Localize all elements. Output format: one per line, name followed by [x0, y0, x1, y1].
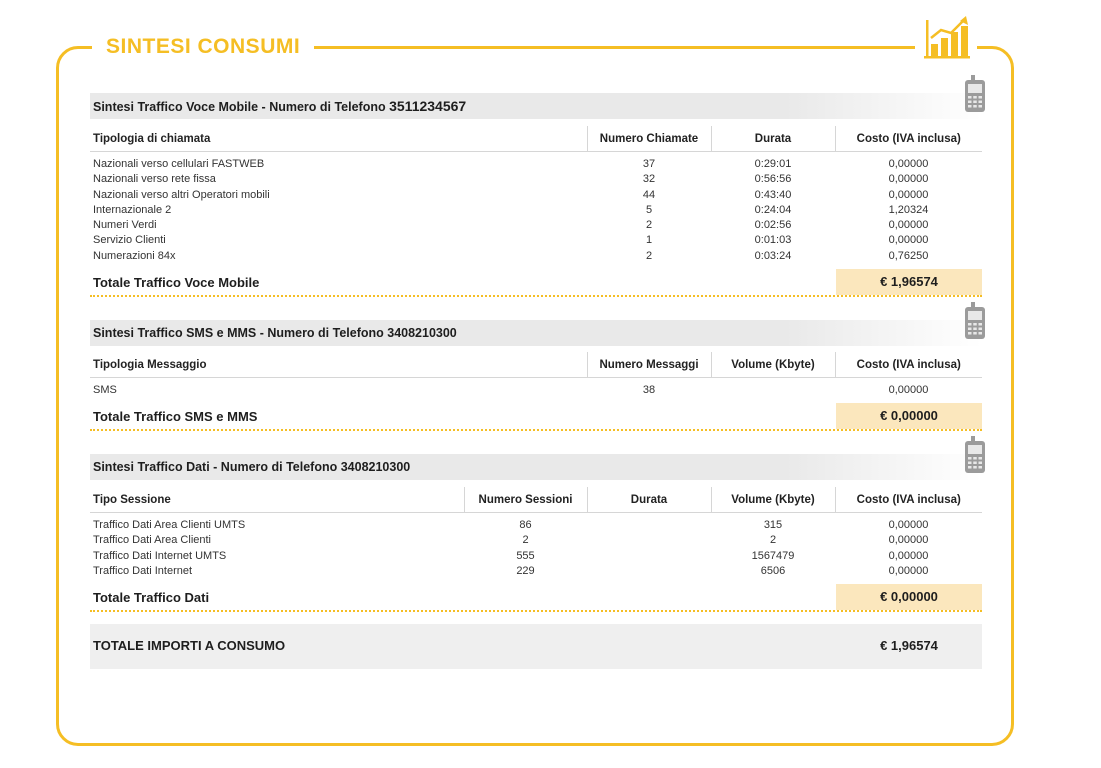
table-cell: 2: [769, 534, 777, 547]
table-cell: SMS: [93, 384, 117, 396]
table-row: [90, 513, 982, 534]
table-cell: Numeri Verdi: [93, 219, 157, 232]
table-cell: 0,00000: [888, 234, 929, 247]
data-section-title: Sintesi Traffico Dati - Numero di Telefono 3408210300: [90, 454, 982, 480]
table-row: [90, 203, 982, 218]
table-cell: 0,76250: [888, 249, 929, 262]
data-table: [90, 487, 982, 579]
table-cell: 5: [645, 203, 653, 216]
grand-total-label: TOTALE IMPORTI A CONSUMO: [93, 638, 286, 653]
column-header: Tipologia di chiamata: [90, 126, 587, 152]
table-cell: 0:24:04: [754, 203, 792, 216]
chart-growth-icon: [922, 14, 972, 60]
table-cell: 0:02:56: [754, 219, 792, 232]
table-cell: [587, 549, 711, 564]
data-total-row: [90, 584, 982, 612]
column-header: Numero Sessioni: [464, 487, 587, 513]
table-cell: 2: [645, 249, 653, 262]
table-cell: 0,00000: [888, 158, 929, 170]
voice-title-prefix: Sintesi Traffico Voce Mobile - Numero di Telefono: [93, 100, 390, 114]
voice-total-row: [90, 269, 982, 297]
table-cell: Servizio Clienti: [93, 234, 166, 247]
sms-total-row: [90, 403, 982, 431]
voice-table: [90, 126, 982, 264]
grand-total-value: € 1,96574: [880, 638, 938, 653]
sms-table: [90, 352, 982, 398]
total-label: Totale Traffico Dati: [93, 590, 210, 605]
table-cell: 0,00000: [888, 173, 929, 186]
column-header: Numero Chiamate: [587, 126, 711, 152]
table-header-row: [90, 352, 982, 378]
table-cell: 0,00000: [888, 384, 929, 396]
table-row: [90, 564, 982, 579]
table-cell: 0,00000: [888, 219, 929, 232]
column-header: Volume (Kbyte): [711, 352, 835, 378]
table-cell: 0:03:24: [754, 249, 792, 262]
phone-icon: [964, 302, 986, 340]
table-row: [90, 172, 982, 187]
table-row: [90, 152, 982, 173]
table-row: [90, 188, 982, 203]
total-value: € 0,00000: [836, 584, 982, 610]
table-cell: 38: [642, 384, 656, 396]
table-cell: 0,00000: [888, 564, 929, 577]
table-cell: 44: [642, 188, 656, 201]
table-cell: Traffico Dati Internet UMTS: [93, 549, 227, 562]
table-header-row: [90, 126, 982, 152]
table-row: [90, 218, 982, 233]
total-value: € 0,00000: [836, 403, 982, 429]
table-cell: [587, 564, 711, 579]
column-header: Durata: [587, 487, 711, 513]
table-cell: Internazionale 2: [93, 203, 172, 216]
phone-icon: [964, 75, 986, 113]
table-row: [90, 549, 982, 564]
voice-phone-number: 3511234567: [389, 98, 467, 114]
table-cell: Nazionali verso rete fissa: [93, 173, 216, 186]
column-header: Tipo Sessione: [90, 487, 464, 513]
table-cell: 555: [516, 549, 535, 562]
table-cell: Nazionali verso altri Operatori mobili: [93, 188, 270, 201]
table-cell: 2: [645, 219, 653, 232]
sms-section-title: Sintesi Traffico SMS e MMS - Numero di Telefono 3408210300: [90, 320, 982, 346]
table-cell: 1,20324: [888, 203, 929, 216]
table-cell: 0,00000: [888, 188, 929, 201]
total-label: Totale Traffico SMS e MMS: [93, 409, 258, 424]
table-row: [90, 249, 982, 264]
table-cell: 0,00000: [888, 519, 929, 531]
column-header: Durata: [711, 126, 835, 152]
column-header: Numero Messaggi: [587, 352, 711, 378]
table-cell: Nazionali verso cellulari FASTWEB: [93, 158, 265, 170]
table-cell: 6506: [760, 564, 786, 577]
table-row: [90, 533, 982, 548]
column-header: Costo (IVA inclusa): [835, 487, 982, 513]
table-cell: 2: [522, 534, 529, 547]
table-cell: 315: [763, 519, 783, 531]
grand-total-row: [90, 624, 982, 669]
table-cell: [711, 378, 835, 399]
table-cell: Traffico Dati Area Clienti: [93, 534, 211, 547]
table-cell: [587, 513, 711, 534]
table-cell: Traffico Dati Area Clienti UMTS: [93, 519, 246, 531]
table-cell: Traffico Dati Internet: [93, 564, 193, 577]
column-header: Volume (Kbyte): [711, 487, 835, 513]
table-cell: 0:01:03: [754, 234, 792, 247]
phone-icon: [964, 436, 986, 474]
table-cell: [587, 533, 711, 548]
table-cell: 1: [645, 234, 653, 247]
table-cell: 0:29:01: [754, 158, 792, 170]
table-cell: 32: [642, 173, 656, 186]
table-cell: 0,00000: [888, 534, 929, 547]
column-header: Costo (IVA inclusa): [835, 352, 982, 378]
table-header-row: [90, 487, 982, 513]
table-cell: 0:43:40: [754, 188, 792, 201]
table-cell: 86: [519, 519, 532, 531]
column-header: Tipologia Messaggio: [90, 352, 587, 378]
total-label: Totale Traffico Voce Mobile: [93, 275, 260, 290]
table-cell: 229: [516, 564, 535, 577]
voice-section-title: [90, 93, 982, 119]
table-cell: Numerazioni 84x: [93, 249, 176, 262]
page-title: SINTESI CONSUMI: [106, 35, 301, 58]
table-row: [90, 233, 982, 248]
table-cell: 0,00000: [888, 549, 929, 562]
table-cell: 0:56:56: [754, 173, 792, 186]
table-cell: 1567479: [751, 549, 795, 562]
column-header: Costo (IVA inclusa): [835, 126, 982, 152]
table-cell: 37: [642, 158, 656, 170]
table-row: [90, 378, 982, 399]
total-value: € 1,96574: [836, 269, 982, 295]
